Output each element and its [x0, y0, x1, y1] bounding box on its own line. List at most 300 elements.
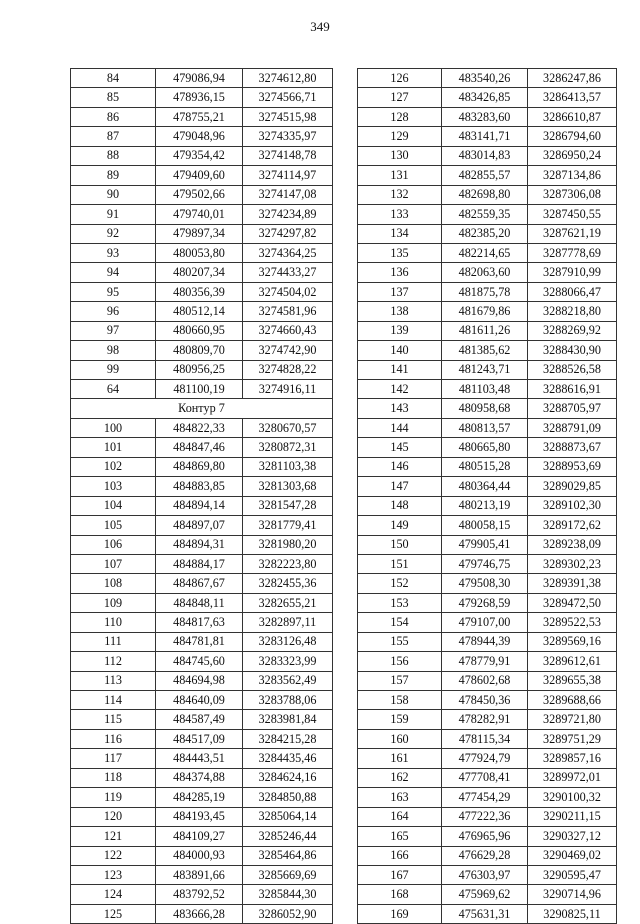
point-num: 168	[358, 885, 442, 904]
point-num: 94	[71, 263, 156, 282]
table-row	[358, 652, 617, 671]
table-row	[358, 807, 617, 826]
table-row	[358, 729, 617, 748]
coordinate-x: 477708,41	[442, 768, 528, 787]
table-row	[71, 904, 333, 923]
point-num: 123	[71, 865, 156, 884]
coordinate-y: 3282455,36	[243, 574, 333, 593]
coordinate-y: 3287306,08	[528, 185, 617, 204]
coordinate-x: 484884,17	[156, 554, 243, 573]
coordinate-y: 3284850,88	[243, 788, 333, 807]
point-num: 164	[358, 807, 442, 826]
coordinate-y: 3289102,30	[528, 496, 617, 515]
coordinate-y: 3289238,09	[528, 535, 617, 554]
point-num: 162	[358, 768, 442, 787]
coordinate-x: 484883,85	[156, 477, 243, 496]
point-num: 166	[358, 846, 442, 865]
table-row	[358, 904, 617, 923]
point-num: 111	[71, 632, 156, 651]
table-row	[71, 710, 333, 729]
coordinate-y: 3274515,98	[243, 107, 333, 126]
point-num: 132	[358, 185, 442, 204]
coordinate-y: 3288705,97	[528, 399, 617, 418]
point-num: 152	[358, 574, 442, 593]
table-row	[358, 710, 617, 729]
table-row	[358, 263, 617, 282]
coordinate-x: 480958,68	[442, 399, 528, 418]
point-num: 119	[71, 788, 156, 807]
coordinate-y: 3280872,31	[243, 438, 333, 457]
point-num: 108	[71, 574, 156, 593]
table-row	[71, 321, 333, 340]
point-num: 142	[358, 380, 442, 399]
table-row	[71, 205, 333, 224]
coordinate-x: 479508,30	[442, 574, 528, 593]
coordinate-x: 481385,62	[442, 341, 528, 360]
point-num: 167	[358, 865, 442, 884]
point-num: 129	[358, 127, 442, 146]
point-num: 124	[71, 885, 156, 904]
coordinate-x: 479268,59	[442, 593, 528, 612]
coordinate-y: 3288430,90	[528, 341, 617, 360]
coordinate-x: 483540,26	[442, 69, 528, 88]
table-row	[358, 846, 617, 865]
table-row	[358, 768, 617, 787]
coordinate-x: 480813,57	[442, 418, 528, 437]
coordinate-y: 3290469,02	[528, 846, 617, 865]
table-row	[71, 768, 333, 787]
table-row	[358, 185, 617, 204]
point-num: 156	[358, 652, 442, 671]
point-num: 115	[71, 710, 156, 729]
coordinate-x: 484640,09	[156, 691, 243, 710]
point-num: 136	[358, 263, 442, 282]
coordinate-y: 3283981,84	[243, 710, 333, 729]
coordinate-x: 477454,29	[442, 788, 528, 807]
coordinate-y: 3289721,80	[528, 710, 617, 729]
table-row	[358, 146, 617, 165]
table-row	[71, 69, 333, 88]
table-row	[71, 477, 333, 496]
point-num: 112	[71, 652, 156, 671]
point-num: 160	[358, 729, 442, 748]
point-num: 104	[71, 496, 156, 515]
coordinate-x: 478779,91	[442, 652, 528, 671]
coordinate-y: 3274916,11	[243, 380, 333, 399]
point-num: 161	[358, 749, 442, 768]
coordinate-y: 3285246,44	[243, 827, 333, 846]
coordinate-y: 3281980,20	[243, 535, 333, 554]
coordinate-x: 479502,66	[156, 185, 243, 204]
coordinate-x: 477924,79	[442, 749, 528, 768]
table-row	[358, 554, 617, 573]
coordinate-x: 480956,25	[156, 360, 243, 379]
point-num: 86	[71, 107, 156, 126]
point-num: 140	[358, 341, 442, 360]
coordinate-x: 484817,63	[156, 613, 243, 632]
coordinate-x: 484000,93	[156, 846, 243, 865]
table-row	[71, 263, 333, 282]
coordinate-y: 3289472,50	[528, 593, 617, 612]
coordinate-y: 3290100,32	[528, 788, 617, 807]
point-num: 150	[358, 535, 442, 554]
table-row	[358, 341, 617, 360]
coordinate-x: 481100,19	[156, 380, 243, 399]
table-row	[358, 88, 617, 107]
table-row	[71, 574, 333, 593]
coordinate-x: 483666,28	[156, 904, 243, 923]
coordinate-x: 484745,60	[156, 652, 243, 671]
point-num: 134	[358, 224, 442, 243]
coordinate-x: 484848,11	[156, 593, 243, 612]
point-num: 102	[71, 457, 156, 476]
point-num: 138	[358, 302, 442, 321]
table-row	[71, 652, 333, 671]
table-row	[71, 88, 333, 107]
table-row	[358, 127, 617, 146]
table-row	[71, 671, 333, 690]
point-num: 107	[71, 554, 156, 573]
coordinate-y: 3281779,41	[243, 516, 333, 535]
point-num: 101	[71, 438, 156, 457]
coordinate-y: 3290211,15	[528, 807, 617, 826]
point-num: 169	[358, 904, 442, 923]
point-num: 148	[358, 496, 442, 515]
coordinates-table-left	[70, 68, 333, 924]
table-row	[71, 185, 333, 204]
table-row	[71, 691, 333, 710]
coordinate-x: 479086,94	[156, 69, 243, 88]
coordinate-x: 484374,88	[156, 768, 243, 787]
coordinate-x: 481243,71	[442, 360, 528, 379]
table-row	[358, 691, 617, 710]
coordinate-x: 478944,39	[442, 632, 528, 651]
table-row	[71, 846, 333, 865]
point-num: 85	[71, 88, 156, 107]
point-num: 103	[71, 477, 156, 496]
point-num: 130	[358, 146, 442, 165]
coordinate-y: 3288791,09	[528, 418, 617, 437]
coordinate-x: 484517,09	[156, 729, 243, 748]
table-row	[358, 593, 617, 612]
point-num: 144	[358, 418, 442, 437]
table-row	[358, 69, 617, 88]
table-row	[71, 127, 333, 146]
coordinate-x: 480809,70	[156, 341, 243, 360]
coordinate-y: 3274148,78	[243, 146, 333, 165]
point-num: 155	[358, 632, 442, 651]
coordinate-x: 484193,45	[156, 807, 243, 826]
coordinate-x: 484894,31	[156, 535, 243, 554]
coordinate-y: 3280670,57	[243, 418, 333, 437]
table-row	[358, 749, 617, 768]
coordinate-y: 3290595,47	[528, 865, 617, 884]
coordinate-y: 3286247,86	[528, 69, 617, 88]
coordinate-x: 484847,46	[156, 438, 243, 457]
point-num: 84	[71, 69, 156, 88]
coordinate-x: 479897,34	[156, 224, 243, 243]
coordinate-x: 481103,48	[442, 380, 528, 399]
table-row	[358, 865, 617, 884]
table-row	[71, 749, 333, 768]
coordinate-y: 3289655,38	[528, 671, 617, 690]
table-row	[358, 438, 617, 457]
point-num: 93	[71, 243, 156, 262]
coordinate-x: 482063,60	[442, 263, 528, 282]
table-row	[71, 243, 333, 262]
table-row	[358, 788, 617, 807]
table-row	[71, 496, 333, 515]
coordinate-y: 3290714,96	[528, 885, 617, 904]
coordinate-x: 475969,62	[442, 885, 528, 904]
point-num: 95	[71, 282, 156, 301]
coordinate-y: 3289857,16	[528, 749, 617, 768]
coordinate-y: 3283562,49	[243, 671, 333, 690]
table-row	[71, 360, 333, 379]
point-num: 64	[71, 380, 156, 399]
coordinate-y: 3283323,99	[243, 652, 333, 671]
point-num: 135	[358, 243, 442, 262]
coordinate-x: 482698,80	[442, 185, 528, 204]
point-num: 153	[358, 593, 442, 612]
coordinate-y: 3287134,86	[528, 166, 617, 185]
table-row	[358, 418, 617, 437]
table-row	[71, 302, 333, 321]
coordinate-x: 482559,35	[442, 205, 528, 224]
table-row	[71, 516, 333, 535]
coordinate-y: 3284435,46	[243, 749, 333, 768]
coordinate-y: 3288526,58	[528, 360, 617, 379]
coordinate-y: 3288873,67	[528, 438, 617, 457]
point-num: 159	[358, 710, 442, 729]
coordinate-y: 3286950,24	[528, 146, 617, 165]
table-row	[358, 224, 617, 243]
coordinate-x: 478450,36	[442, 691, 528, 710]
coordinate-y: 3285669,69	[243, 865, 333, 884]
table-row	[71, 535, 333, 554]
coordinate-y: 3289302,23	[528, 554, 617, 573]
table-row	[71, 885, 333, 904]
coordinate-y: 3286610,87	[528, 107, 617, 126]
coordinate-y: 3287621,19	[528, 224, 617, 243]
table-row	[71, 788, 333, 807]
table-row	[358, 282, 617, 301]
coordinate-y: 3284624,16	[243, 768, 333, 787]
point-num: 146	[358, 457, 442, 476]
table-row	[71, 827, 333, 846]
coordinate-x: 476629,28	[442, 846, 528, 865]
table-row	[358, 457, 617, 476]
coordinate-x: 483426,85	[442, 88, 528, 107]
coordinate-x: 475631,31	[442, 904, 528, 923]
coordinate-x: 484109,27	[156, 827, 243, 846]
coordinate-y: 3289612,61	[528, 652, 617, 671]
point-num: 88	[71, 146, 156, 165]
coordinate-x: 479905,41	[442, 535, 528, 554]
coordinate-y: 3289972,01	[528, 768, 617, 787]
point-num: 105	[71, 516, 156, 535]
coordinate-x: 480356,39	[156, 282, 243, 301]
table-row	[71, 224, 333, 243]
table-row	[71, 554, 333, 573]
coordinate-x: 478282,91	[442, 710, 528, 729]
point-num: 91	[71, 205, 156, 224]
point-num: 163	[358, 788, 442, 807]
point-num: 106	[71, 535, 156, 554]
table-row	[358, 243, 617, 262]
table-row	[71, 729, 333, 748]
table-row	[358, 166, 617, 185]
point-num: 122	[71, 846, 156, 865]
table-row	[358, 360, 617, 379]
coordinate-y: 3281547,28	[243, 496, 333, 515]
coordinate-x: 483141,71	[442, 127, 528, 146]
table-row	[358, 671, 617, 690]
coordinate-y: 3284215,28	[243, 729, 333, 748]
point-num: 133	[358, 205, 442, 224]
coordinate-y: 3285064,14	[243, 807, 333, 826]
coordinate-y: 3274297,82	[243, 224, 333, 243]
coordinate-x: 483283,60	[442, 107, 528, 126]
coordinate-y: 3274147,08	[243, 185, 333, 204]
point-num: 89	[71, 166, 156, 185]
coordinate-y: 3285464,86	[243, 846, 333, 865]
coordinate-x: 482855,57	[442, 166, 528, 185]
coordinate-x: 481875,78	[442, 282, 528, 301]
point-num: 149	[358, 516, 442, 535]
coordinate-x: 481611,26	[442, 321, 528, 340]
table-row	[71, 146, 333, 165]
coordinate-x: 484781,81	[156, 632, 243, 651]
point-num: 165	[358, 827, 442, 846]
coordinate-y: 3288953,69	[528, 457, 617, 476]
coordinate-x: 479107,00	[442, 613, 528, 632]
point-num: 137	[358, 282, 442, 301]
coordinate-x: 484694,98	[156, 671, 243, 690]
table-row	[358, 516, 617, 535]
table-row	[71, 282, 333, 301]
coordinate-y: 3274433,27	[243, 263, 333, 282]
table-row	[71, 865, 333, 884]
coordinate-x: 480213,19	[442, 496, 528, 515]
point-num: 92	[71, 224, 156, 243]
table-row	[71, 341, 333, 360]
coordinate-x: 478115,34	[442, 729, 528, 748]
coordinate-y: 3289172,62	[528, 516, 617, 535]
coordinate-y: 3282655,21	[243, 593, 333, 612]
coordinate-x: 478755,21	[156, 107, 243, 126]
table-row	[358, 885, 617, 904]
coordinate-x: 483014,83	[442, 146, 528, 165]
page-number: 349	[310, 19, 330, 34]
contour-label: Контур 7	[71, 399, 333, 418]
coordinate-y: 3286794,60	[528, 127, 617, 146]
coordinate-x: 479048,96	[156, 127, 243, 146]
coordinate-x: 480364,44	[442, 477, 528, 496]
coordinate-x: 484894,14	[156, 496, 243, 515]
coordinate-y: 3286052,90	[243, 904, 333, 923]
point-num: 90	[71, 185, 156, 204]
point-num: 121	[71, 827, 156, 846]
point-num: 114	[71, 691, 156, 710]
coordinate-x: 484587,49	[156, 710, 243, 729]
coordinate-y: 3274566,71	[243, 88, 333, 107]
coordinate-y: 3274114,97	[243, 166, 333, 185]
table-row	[71, 457, 333, 476]
table-row	[358, 574, 617, 593]
point-num: 118	[71, 768, 156, 787]
point-num: 154	[358, 613, 442, 632]
point-num: 113	[71, 671, 156, 690]
coordinate-y: 3274612,80	[243, 69, 333, 88]
coordinate-x: 479740,01	[156, 205, 243, 224]
coordinate-y: 3289569,16	[528, 632, 617, 651]
point-num: 128	[358, 107, 442, 126]
table-row	[358, 399, 617, 418]
coordinate-y: 3288218,80	[528, 302, 617, 321]
coordinate-y: 3289391,38	[528, 574, 617, 593]
point-num: 157	[358, 671, 442, 690]
table-row	[358, 205, 617, 224]
table-row	[71, 593, 333, 612]
coordinate-x: 476303,97	[442, 865, 528, 884]
coordinate-y: 3274742,90	[243, 341, 333, 360]
coordinate-y: 3274581,96	[243, 302, 333, 321]
point-num: 145	[358, 438, 442, 457]
coordinate-x: 478936,15	[156, 88, 243, 107]
table-row	[71, 166, 333, 185]
coordinate-y: 3274660,43	[243, 321, 333, 340]
coordinate-y: 3282223,80	[243, 554, 333, 573]
coordinate-y: 3274828,22	[243, 360, 333, 379]
point-num: 99	[71, 360, 156, 379]
coordinate-x: 480665,80	[442, 438, 528, 457]
coordinate-y: 3290825,11	[528, 904, 617, 923]
coordinate-y: 3274504,02	[243, 282, 333, 301]
table-row	[358, 613, 617, 632]
coordinate-x: 480515,28	[442, 457, 528, 476]
point-num: 141	[358, 360, 442, 379]
table-row	[358, 632, 617, 651]
point-num: 110	[71, 613, 156, 632]
coordinate-x: 482214,65	[442, 243, 528, 262]
point-num: 97	[71, 321, 156, 340]
point-num: 158	[358, 691, 442, 710]
point-num: 100	[71, 418, 156, 437]
point-num: 143	[358, 399, 442, 418]
table-row	[71, 380, 333, 399]
coordinate-y: 3283788,06	[243, 691, 333, 710]
coordinate-x: 476965,96	[442, 827, 528, 846]
coordinate-y: 3288269,92	[528, 321, 617, 340]
coordinate-y: 3285844,30	[243, 885, 333, 904]
coordinate-y: 3288066,47	[528, 282, 617, 301]
coordinate-x: 484867,67	[156, 574, 243, 593]
point-num: 87	[71, 127, 156, 146]
coordinate-y: 3290327,12	[528, 827, 617, 846]
coordinate-y: 3283126,48	[243, 632, 333, 651]
point-num: 109	[71, 593, 156, 612]
coordinate-y: 3287910,99	[528, 263, 617, 282]
coordinate-y: 3281303,68	[243, 477, 333, 496]
table-row	[358, 107, 617, 126]
coordinate-x: 480207,34	[156, 263, 243, 282]
coordinate-y: 3289751,29	[528, 729, 617, 748]
coordinate-x: 484897,07	[156, 516, 243, 535]
coordinate-y: 3289029,85	[528, 477, 617, 496]
coordinate-x: 480512,14	[156, 302, 243, 321]
point-num: 151	[358, 554, 442, 573]
